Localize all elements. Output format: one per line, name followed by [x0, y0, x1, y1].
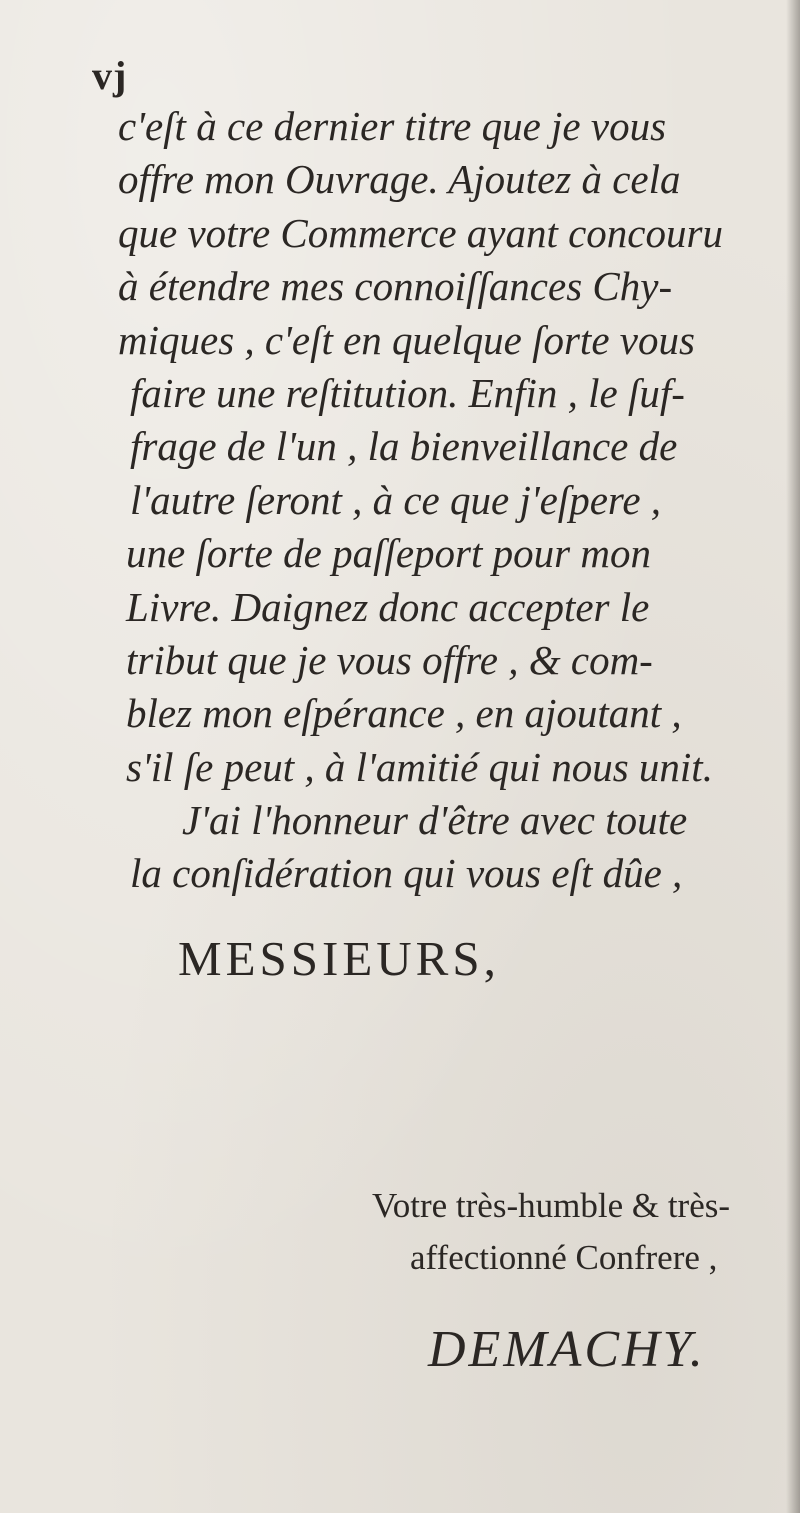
body-line: frage de l'un , la bienveillance de — [130, 423, 678, 470]
body-line: faire une reſtitution. Enfin , le ſuf- — [130, 369, 685, 416]
body-line: Livre. Daignez donc accepter le — [126, 583, 650, 630]
body-line: s'il ſe peut , à l'amitié qui nous unit. — [126, 743, 713, 790]
page-edge-shadow — [786, 0, 800, 1513]
body-line: une ſorte de paſſeport pour mon — [126, 530, 651, 577]
body-line: tribut que je vous offre , & com- — [126, 636, 653, 683]
body-line: J'ai l'honneur d'être avec toute — [182, 797, 688, 844]
body-line: à étendre mes connoiſſances Chy- — [118, 263, 673, 310]
author-signature: DEMACHY. — [428, 1321, 706, 1378]
body-line: l'autre ſeront , à ce que j'eſpere , — [130, 476, 662, 523]
body-line: offre mon Ouvrage. Ajoutez à cela — [118, 156, 681, 203]
body-line: que votre Commerce ayant concouru — [118, 209, 723, 256]
body-line: blez mon eſpérance , en ajoutant , — [126, 690, 682, 737]
body-line: la conſidération qui vous eſt dûe , — [130, 850, 683, 897]
dedication-body — [118, 100, 788, 901]
body-line: c'eſt à ce dernier titre que je vous — [118, 103, 667, 149]
closing-line: affectionné Confrere , — [410, 1238, 718, 1277]
signature-mark: vj — [92, 53, 128, 98]
body-line: miques , c'eſt en quelque ſorte vous — [118, 316, 695, 363]
closing-line: Votre très-humble & très- — [372, 1186, 731, 1225]
salutation: MESSIEURS, — [178, 931, 500, 986]
